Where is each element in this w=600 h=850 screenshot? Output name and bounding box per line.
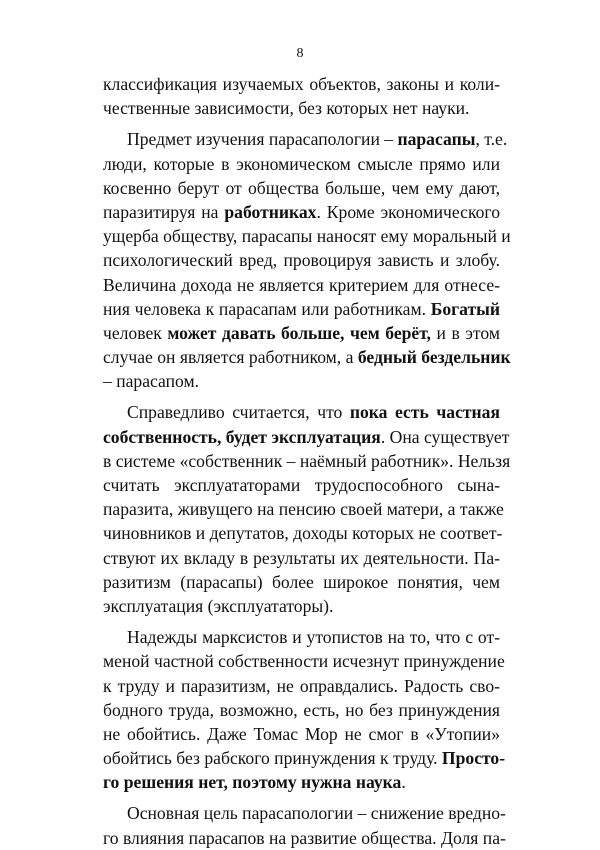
text-line	[103, 200, 500, 224]
text-line	[103, 473, 500, 497]
text-line	[103, 770, 500, 794]
text-segment: ствуют их вкладу в результаты их деятельности. Па-	[103, 547, 500, 568]
bold-text: Богатый	[430, 298, 500, 319]
text-line	[103, 345, 511, 369]
bold-text: может давать больше, чем берёт,	[167, 322, 431, 343]
text-line	[103, 801, 506, 825]
text-segment: паразита, живущего на пенсию своей матери, а также	[103, 499, 504, 520]
text-segment: психологический вред, провоцируя зависть и злобу.	[103, 250, 500, 271]
text-segment: в системе «собственник – наёмный работник». Нельзя	[103, 450, 511, 471]
bold-text: Просто-	[441, 748, 506, 769]
text-segment: считать эксплуататорами трудоспособного сына-	[103, 475, 500, 495]
text-segment: люди, которые в экономическом смысле прямо или	[103, 153, 500, 174]
text-segment: паразитируя на	[103, 201, 225, 222]
text-segment: Справедливо считается, что	[127, 402, 350, 423]
page-number: 8	[296, 46, 304, 61]
text-line	[103, 425, 510, 449]
text-segment: эксплуатация (эксплуататоры).	[103, 595, 334, 616]
text-line	[103, 521, 503, 545]
text-line	[103, 176, 500, 200]
text-segment: случае он является работником, а	[103, 347, 358, 368]
text-segment: Величина дохода не является критерием для отнесе-	[103, 274, 500, 295]
text-line	[103, 224, 511, 248]
bold-text: бедный бездельник	[357, 347, 511, 368]
text-segment: ния человека к парасапам или работникам.	[103, 298, 431, 319]
text-segment: разитизм (парасапы) более широкое понятия, чем	[103, 571, 500, 592]
text-line	[103, 152, 500, 176]
text-segment: и в этом	[430, 322, 500, 343]
paragraph-gap	[103, 794, 500, 801]
bold-text: го решения нет, поэтому нужна наука	[103, 772, 402, 793]
paragraph-gap	[103, 618, 500, 625]
text-line	[103, 594, 500, 618]
text-line	[103, 649, 505, 673]
text-line	[103, 449, 511, 473]
text-segment: обойтись без рабского принуждения к труду.	[103, 748, 442, 769]
text-line	[103, 625, 500, 649]
text-segment: бодного труда, возможно, есть, но без принуждения	[103, 699, 500, 720]
text-line	[103, 369, 500, 393]
paragraph	[103, 400, 511, 618]
text-line	[103, 297, 500, 321]
text-segment: классификация изучаемых объектов, законы и коли-	[103, 74, 500, 94]
text-segment: Надежды марксистов и утопистов на то, что с от-	[127, 627, 500, 648]
text-segment: человек	[103, 322, 168, 343]
text-segment: , т.е.	[475, 129, 508, 150]
text-segment: – парасапом.	[103, 371, 200, 392]
text-segment: го влияния парасапов на развитие общества. Доля па-	[103, 827, 506, 848]
text-line	[103, 674, 500, 698]
text-line	[103, 722, 500, 746]
text-line	[103, 273, 500, 297]
text-segment: чиновников и депутатов, доходы которых не соответ-	[103, 523, 503, 544]
bold-text: пока есть частная	[349, 402, 500, 423]
text-segment: Предмет изучения парасапологии –	[127, 129, 398, 150]
text-line	[103, 570, 500, 594]
paragraph	[103, 625, 506, 794]
text-line	[103, 248, 500, 272]
text-segment: . Кроме экономического	[316, 201, 500, 222]
text-line	[103, 127, 508, 151]
text-line	[103, 72, 500, 96]
bold-text: работниках	[224, 201, 317, 222]
text-segment: чественные зависимости, без которых нет науки.	[103, 98, 470, 119]
text-segment: не обойтись. Даже Томас Мор не смог в «Утопии»	[103, 723, 500, 744]
bold-text: парасапы	[397, 129, 476, 150]
body-text	[103, 72, 511, 850]
text-line	[103, 698, 500, 722]
paragraph	[103, 127, 511, 393]
text-segment: . Она существует	[380, 426, 510, 447]
paragraph-gap	[103, 120, 500, 127]
bold-text: собственность, будет эксплуатация	[103, 426, 381, 447]
text-line	[103, 400, 500, 424]
text-line	[103, 826, 506, 850]
text-segment: .	[401, 772, 406, 793]
paragraph	[103, 801, 506, 849]
text-line	[103, 546, 500, 570]
text-segment: к труду и паразитизм, не оправдались. Радость сво-	[103, 675, 500, 696]
text-line	[103, 497, 504, 521]
paragraph-gap	[103, 393, 500, 400]
text-line	[103, 96, 500, 120]
text-segment: меной частной собственности исчезнут принуждение	[103, 651, 505, 672]
text-segment: косвенно берут от общества больше, чем ему дают,	[103, 177, 500, 198]
paragraph	[103, 72, 500, 120]
text-line	[103, 321, 500, 345]
text-segment: Основная цель парасапологии – снижение вредно-	[127, 803, 506, 824]
text-segment: ущерба обществу, парасапы наносят ему моральный и	[103, 226, 511, 247]
